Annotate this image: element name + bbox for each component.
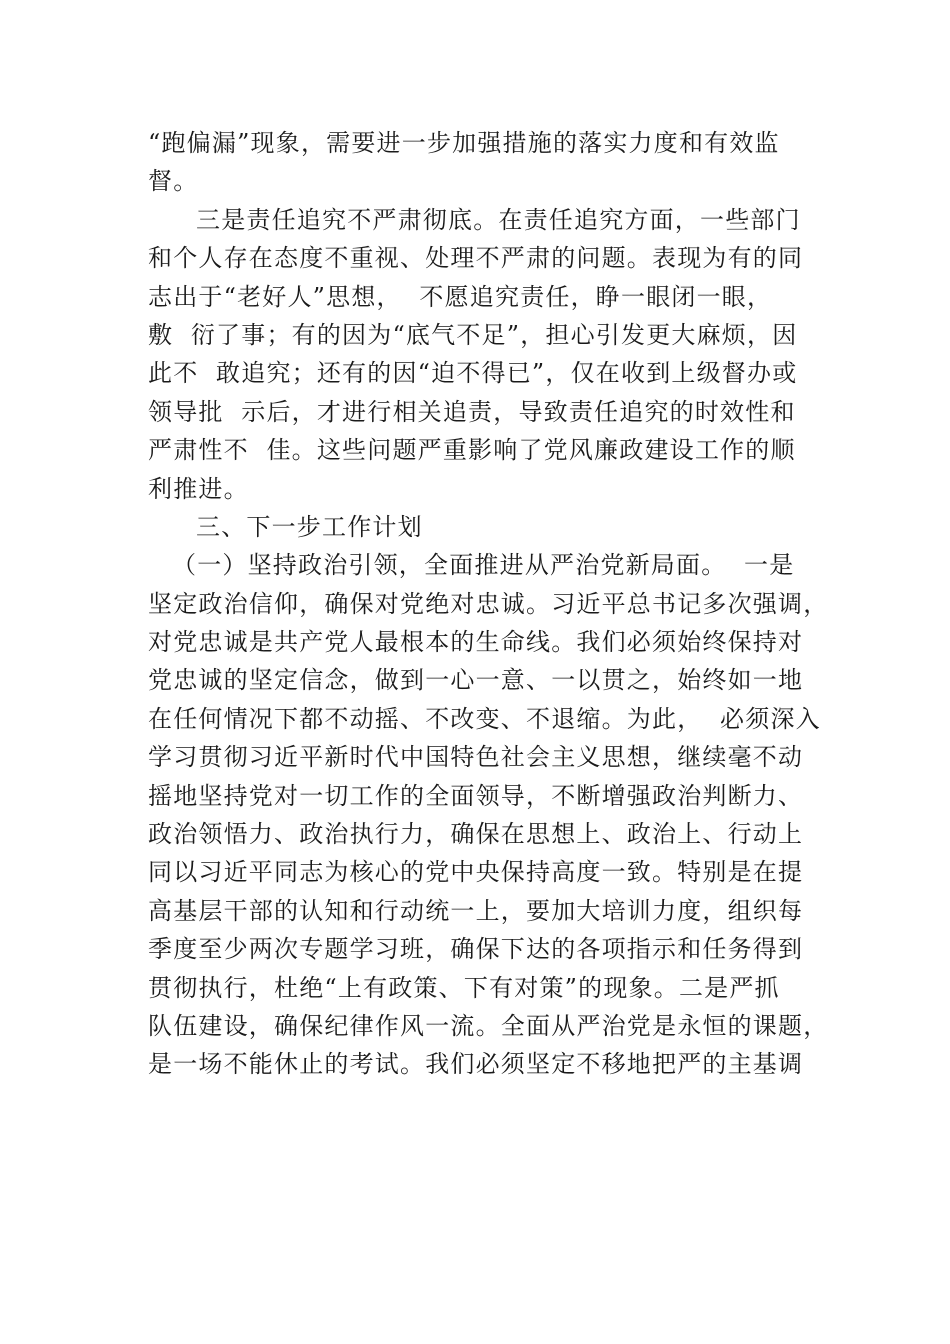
text-line: 学习贯彻习近平新时代中国特色社会主义思想，继续毫不动 [148, 743, 804, 772]
text-line: 和个人存在态度不重视、处理不严肃的问题。表现为有的同 [148, 244, 804, 273]
text-line: 三是责任追究不严肃彻底。在责任追究方面，一些部门 [196, 205, 801, 234]
paragraph-continuation [148, 124, 818, 201]
text-line: 利推进。 [148, 474, 249, 503]
paragraph-political-leadership [148, 546, 829, 1083]
text-line: 领导批 示后，才进行相关追责，导致责任追究的时效性和 [148, 397, 796, 426]
text-line: 在任何情况下都不动摇、不改变、不退缩。为此， 必须深入 [148, 704, 821, 733]
text-line: 此不 敢追究；还有的因“迫不得已”，仅在收到上级督办或 [148, 359, 798, 388]
text-line: 政治领悟力、政治执行力，确保在思想上、政治上、行动上 [148, 820, 804, 849]
section-heading-text: 三、下一步工作计划 [196, 512, 423, 541]
text-line: 同以习近平同志为核心的党中央保持高度一致。特别是在提 [148, 858, 804, 887]
text-line: 队伍建设，确保纪律作风一流。全面从严治党是永恒的课题， [148, 1011, 829, 1040]
text-line: 敷 衍了事；有的因为“底气不足”，担心引发更大麻烦，因 [148, 320, 798, 349]
text-line: 坚定政治信仰，确保对党绝对忠诚。习近平总书记多次强调， [148, 589, 829, 618]
text-line: 党忠诚的坚定信念，做到一心一意、一以贯之，始终如一地 [148, 666, 804, 695]
text-line: 督。 [148, 167, 199, 196]
text-line: 对党忠诚是共产党人最根本的生命线。我们必须始终保持对 [148, 628, 804, 657]
text-line: 志出于“老好人”思想， 不愿追究责任，睁一眼闭一眼， [148, 282, 773, 311]
document-body [148, 124, 829, 1084]
text-line: 季度至少两次专题学习班，确保下达的各项指示和任务得到 [148, 935, 804, 964]
text-line: 是一场不能休止的考试。我们必须坚定不移地把严的主基调 [148, 1050, 804, 1079]
section-heading [148, 508, 818, 546]
text-line: （一）坚持政治引领，全面推进从严治党新局面。 一是 [172, 551, 795, 580]
text-line: 摇地坚持党对一切工作的全面领导，不断增强政治判断力、 [148, 781, 804, 810]
text-line: 贯彻执行，杜绝“上有政策、下有对策”的现象。二是严抓 [148, 973, 780, 1002]
paragraph-accountability [148, 201, 818, 508]
text-line: “跑偏漏”现象，需要进一步加强措施的落实力度和有效监 [148, 129, 780, 157]
text-line: 严肃性不 佳。这些问题严重影响了党风廉政建设工作的顺 [148, 436, 796, 465]
text-line: 高基层干部的认知和行动统一上，要加大培训力度，组织每 [148, 896, 804, 925]
